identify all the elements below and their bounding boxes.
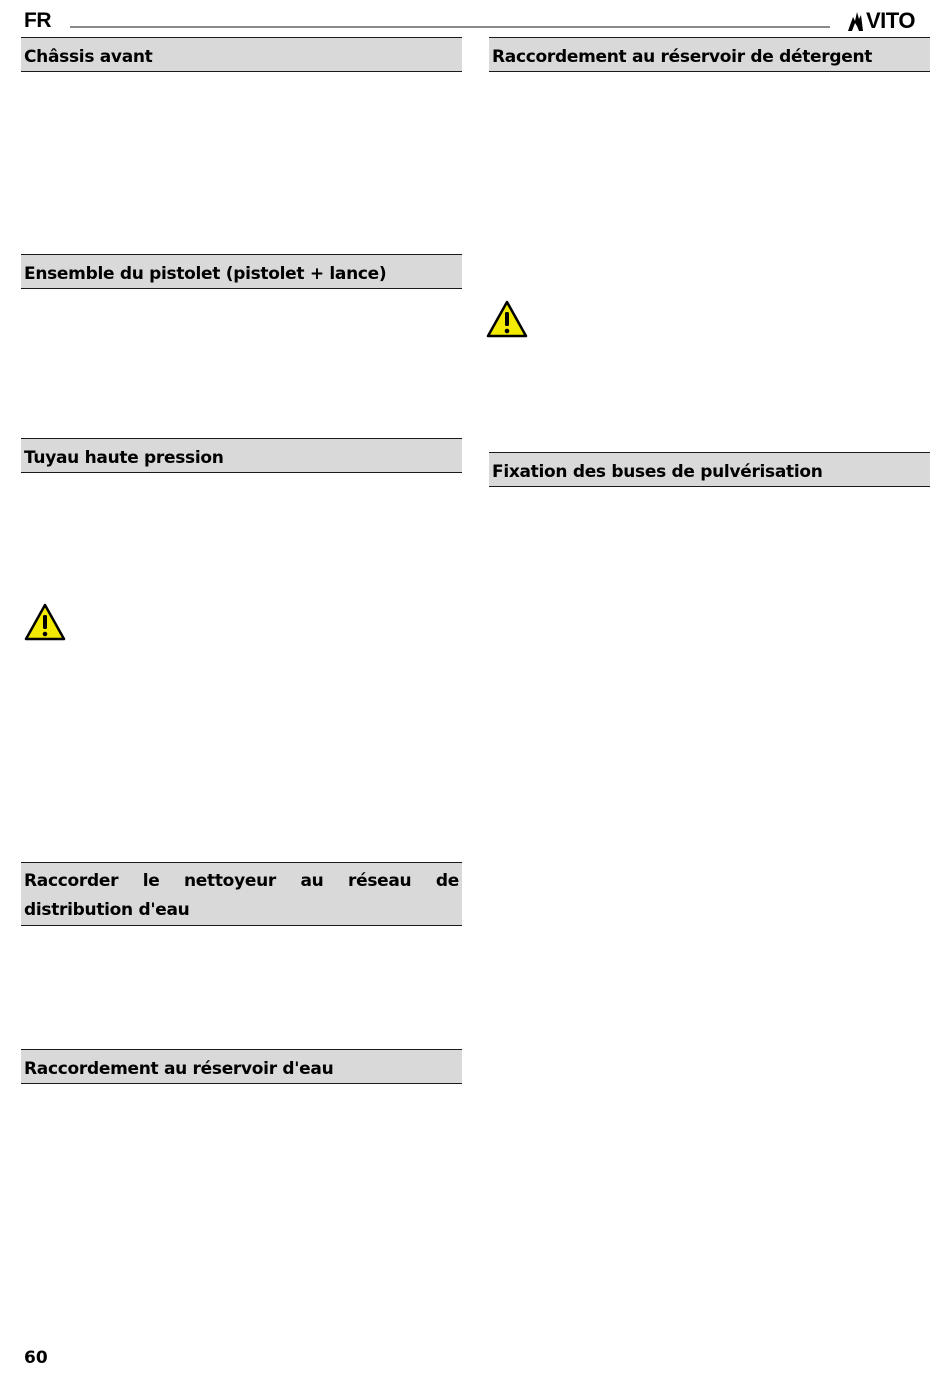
flame-icon	[846, 9, 866, 33]
vito-logo	[846, 9, 928, 33]
section-heading-pistolet: Ensemble du pistolet (pistolet + lance)	[21, 254, 462, 289]
section-heading-tuyau: Tuyau haute pression	[21, 438, 462, 473]
brand-name: VITO	[866, 8, 915, 33]
section-heading-buses: Fixation des buses de pulvérisation	[489, 452, 930, 487]
language-code: FR	[24, 9, 51, 32]
section-heading-raccorder-reseau: Raccorder le nettoyeur au réseau de distribution d'eau	[21, 862, 462, 926]
page-number: 60	[24, 1348, 48, 1368]
section-heading-reservoir-detergent: Raccordement au réservoir de détergent	[489, 37, 930, 72]
warning-triangle-icon	[486, 300, 528, 338]
section-heading-chassis: Châssis avant	[21, 37, 462, 72]
section-heading-reservoir-eau: Raccordement au réservoir d'eau	[21, 1049, 462, 1084]
header-rule	[70, 26, 830, 28]
warning-triangle-icon	[24, 603, 66, 641]
